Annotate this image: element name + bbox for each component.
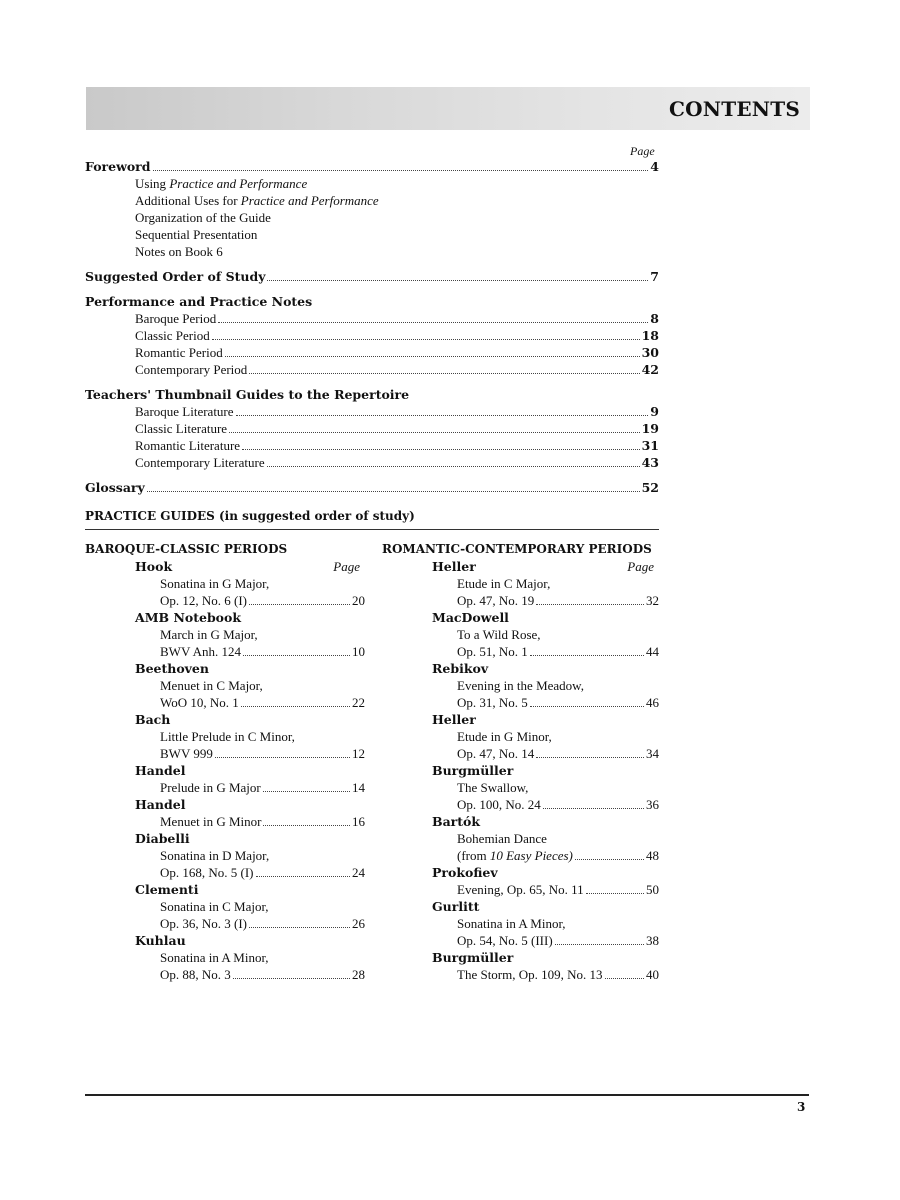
toc-heading — [85, 268, 659, 285]
piece-text — [457, 627, 541, 642]
toc-heading — [85, 158, 659, 175]
toc-entry — [85, 243, 659, 260]
dot-leader — [555, 944, 644, 945]
guide-page-number: 20 — [352, 593, 365, 608]
piece-line — [382, 932, 659, 949]
composer-text: Rebikov — [432, 661, 489, 676]
piece-line — [85, 813, 365, 830]
composer-text: Bach — [135, 712, 171, 727]
piece-part: To a Wild Rose, — [457, 627, 541, 642]
toc-entry-title — [135, 310, 216, 327]
toc-entry-title — [135, 175, 307, 192]
piece-part: BWV Anh. 124 — [160, 644, 242, 659]
toc-page-number: 31 — [641, 438, 659, 453]
toc-section — [85, 386, 659, 471]
piece-part: Sonatina in A Minor, — [160, 950, 269, 965]
composer-name — [382, 762, 654, 779]
composer-text: Handel — [135, 797, 186, 812]
piece-line — [85, 677, 365, 694]
piece-text — [457, 881, 584, 898]
composer-text: Bartók — [432, 814, 481, 829]
guide-entry — [382, 711, 662, 762]
piece-part: WoO 10, No. 1 — [160, 695, 239, 710]
piece-line — [85, 966, 365, 983]
title-part: Additional Uses for — [135, 193, 241, 208]
piece-part: Op. 88, No. 3 — [160, 967, 231, 982]
piece-line — [382, 694, 659, 711]
column-title: BAROQUE-CLASSIC PERIODS — [85, 542, 288, 556]
toc-entry — [85, 192, 659, 209]
toc-entry-title — [135, 209, 271, 226]
composer-text: Kuhlau — [135, 933, 186, 948]
guide-entry — [382, 949, 662, 983]
composer-name — [382, 864, 654, 881]
piece-text — [457, 916, 566, 931]
toc-entry — [85, 226, 659, 243]
toc-page-number: 18 — [641, 328, 659, 343]
piece-line — [382, 847, 659, 864]
toc-entry — [85, 403, 659, 420]
toc-entry-title — [135, 361, 247, 378]
guide-page-number: 50 — [646, 882, 659, 897]
dot-leader — [249, 373, 639, 374]
dot-leader — [233, 978, 350, 979]
piece-text — [160, 915, 247, 932]
guide-entry — [85, 711, 365, 762]
piece-text — [160, 592, 247, 609]
piece-part: Evening, Op. 65, No. 11 — [457, 882, 584, 897]
dot-leader — [263, 825, 350, 826]
composer-name — [85, 762, 360, 779]
piece-line — [382, 830, 659, 847]
title-part: Using — [135, 176, 170, 191]
piece-part: Op. 36, No. 3 (I) — [160, 916, 248, 931]
romantic-contemporary-column — [382, 540, 662, 983]
piece-part: Op. 47, No. 19 — [457, 593, 535, 608]
piece-text — [160, 848, 269, 863]
composer-name — [85, 932, 360, 949]
piece-part: Op. 54, No. 5 (III) — [457, 933, 553, 948]
title-part: Classic Period — [135, 328, 210, 343]
guide-entry — [382, 864, 662, 898]
dot-leader — [153, 170, 649, 171]
toc-heading — [85, 479, 659, 496]
dot-leader — [242, 449, 640, 450]
guide-page-number: 10 — [352, 644, 365, 659]
piece-line — [382, 626, 659, 643]
toc-entry — [85, 175, 659, 192]
piece-part: Sonatina in A Minor, — [457, 916, 566, 931]
piece-part: March in G Major, — [160, 627, 258, 642]
composer-name — [85, 609, 360, 626]
dot-leader — [218, 322, 648, 323]
toc-entry-title — [135, 327, 210, 344]
guide-page-number: 40 — [646, 967, 659, 982]
piece-line — [85, 915, 365, 932]
toc-entry — [85, 209, 659, 226]
dot-leader — [147, 491, 640, 492]
piece-part: Op. 100, No. 24 — [457, 797, 541, 812]
piece-line — [85, 626, 365, 643]
piece-part: Little Prelude in C Minor, — [160, 729, 295, 744]
guide-page-number: 24 — [352, 865, 365, 880]
piece-part: Op. 47, No. 14 — [457, 746, 535, 761]
piece-part: Op. 31, No. 5 — [457, 695, 528, 710]
composer-name — [382, 609, 654, 626]
toc-heading — [85, 386, 659, 403]
title-part: Organization of the Guide — [135, 210, 271, 225]
page-column-label: Page — [333, 559, 360, 574]
composer-text: Prokofiev — [432, 865, 498, 880]
guide-page-number: 32 — [646, 593, 659, 608]
piece-text — [457, 847, 573, 864]
toc-entry-title — [135, 344, 223, 361]
piece-text — [160, 694, 239, 711]
piece-line — [85, 864, 365, 881]
composer-name — [85, 881, 360, 898]
composer-name — [85, 830, 360, 847]
toc-heading-title: Suggested Order of Study — [85, 269, 266, 284]
toc-entry — [85, 420, 659, 437]
composer-name — [382, 813, 654, 830]
guide-page-number: 38 — [646, 933, 659, 948]
toc-page-number: 7 — [650, 269, 659, 284]
piece-line — [85, 898, 365, 915]
dot-leader — [229, 432, 640, 433]
toc-page-number: 43 — [641, 455, 659, 470]
piece-part: The Swallow, — [457, 780, 529, 795]
piece-text — [160, 899, 269, 914]
piece-text — [160, 950, 269, 965]
dot-leader — [243, 655, 350, 656]
title-part: Sequential Presentation — [135, 227, 258, 242]
guide-entry — [85, 830, 365, 881]
title-part: Contemporary Period — [135, 362, 248, 377]
guide-page-number: 48 — [646, 848, 659, 863]
dot-leader — [215, 757, 350, 758]
piece-text — [160, 864, 254, 881]
title-part: Practice and Performance — [169, 176, 308, 191]
title-part: Romantic Period — [135, 345, 223, 360]
composer-text: Diabelli — [135, 831, 190, 846]
piece-part: Op. 51, No. 1 — [457, 644, 528, 659]
piece-part: Op. 12, No. 6 (I) — [160, 593, 248, 608]
toc-heading-title: Foreword — [85, 159, 151, 174]
piece-line — [85, 592, 365, 609]
dot-leader — [536, 757, 644, 758]
piece-text — [457, 932, 553, 949]
dot-leader — [267, 466, 640, 467]
piece-part: Menuet in C Major, — [160, 678, 263, 693]
piece-line — [85, 575, 365, 592]
composer-text: Burgmüller — [432, 950, 514, 965]
piece-text — [160, 627, 258, 642]
piece-part: Etude in G Minor, — [457, 729, 552, 744]
toc-entry-title — [135, 437, 240, 454]
toc-entry — [85, 437, 659, 454]
piece-text — [457, 966, 603, 983]
piece-part: Sonatina in C Major, — [160, 899, 269, 914]
dot-leader — [212, 339, 640, 340]
page-number: 3 — [797, 1100, 806, 1114]
piece-line — [382, 728, 659, 745]
piece-line — [85, 779, 365, 796]
piece-part: Sonatina in G Major, — [160, 576, 270, 591]
piece-text — [457, 592, 534, 609]
toc-entry — [85, 327, 659, 344]
title-part: Romantic Literature — [135, 438, 241, 453]
piece-line — [85, 694, 365, 711]
piece-text — [160, 745, 213, 762]
piece-text — [457, 678, 584, 693]
toc-heading-title: Teachers' Thumbnail Guides to the Repertoire — [85, 387, 410, 402]
toc-entry-title — [135, 403, 234, 420]
piece-line — [382, 966, 659, 983]
column-title: ROMANTIC-CONTEMPORARY PERIODS — [382, 542, 652, 556]
dot-leader — [605, 978, 644, 979]
piece-text — [457, 643, 528, 660]
guide-entry — [382, 813, 662, 864]
guide-entry — [85, 762, 365, 796]
toc-page-number: 4 — [650, 159, 659, 174]
toc-heading-title: Performance and Practice Notes — [85, 294, 313, 309]
composer-text: Clementi — [135, 882, 199, 897]
piece-line — [382, 915, 659, 932]
composer-name — [85, 796, 360, 813]
piece-line — [85, 643, 365, 660]
guide-entry — [382, 762, 662, 813]
piece-text — [160, 966, 231, 983]
composer-text: MacDowell — [432, 610, 509, 625]
toc-heading-title: Glossary — [85, 480, 145, 495]
toc-page-number: 19 — [641, 421, 659, 436]
composer-text: Beethoven — [135, 661, 209, 676]
composer-name — [85, 558, 360, 575]
page-title: CONTENTS — [669, 97, 800, 121]
piece-part: Prelude in G Major — [160, 780, 261, 795]
toc-entry-title — [135, 243, 223, 260]
composer-text: Heller — [432, 712, 476, 727]
composer-text: Heller — [432, 559, 476, 574]
guide-entry — [85, 932, 365, 983]
piece-text — [160, 729, 295, 744]
composer-name — [382, 660, 654, 677]
piece-part: Op. 168, No. 5 (I) — [160, 865, 254, 880]
piece-part: Sonatina in D Major, — [160, 848, 270, 863]
dot-leader — [575, 859, 644, 860]
toc-entry — [85, 344, 659, 361]
table-of-contents — [85, 158, 659, 496]
piece-text — [457, 576, 550, 591]
piece-text — [457, 780, 528, 795]
dot-leader — [530, 706, 644, 707]
practice-guides-title: PRACTICE GUIDES (in suggested order of study) — [85, 509, 415, 523]
piece-line — [382, 592, 659, 609]
piece-line — [382, 643, 659, 660]
dot-leader — [241, 706, 350, 707]
piece-line — [382, 677, 659, 694]
toc-page-number: 8 — [650, 311, 659, 326]
piece-line — [382, 881, 659, 898]
dot-leader — [536, 604, 644, 605]
toc-page-number: 9 — [650, 404, 659, 419]
title-part: Notes on Book 6 — [135, 244, 223, 259]
composer-name — [85, 711, 360, 728]
toc-heading — [85, 293, 659, 310]
toc-page-number: 42 — [641, 362, 659, 377]
composer-text: Handel — [135, 763, 186, 778]
guide-entry — [85, 881, 365, 932]
composer-name — [382, 949, 654, 966]
toc-section — [85, 158, 659, 260]
toc-entry — [85, 454, 659, 471]
toc-page-number: 30 — [641, 345, 659, 360]
piece-text — [457, 745, 534, 762]
guide-page-number: 34 — [646, 746, 659, 761]
guide-page-number: 16 — [352, 814, 365, 829]
guide-page-number: 44 — [646, 644, 659, 659]
guide-entry — [382, 660, 662, 711]
guide-entry — [382, 609, 662, 660]
piece-line — [382, 575, 659, 592]
guide-page-number: 14 — [352, 780, 365, 795]
header-band — [86, 87, 810, 130]
guide-entry — [85, 796, 365, 830]
guide-entry — [382, 898, 662, 949]
guide-entry — [85, 660, 365, 711]
guide-page-number: 36 — [646, 797, 659, 812]
piece-line — [85, 728, 365, 745]
piece-text — [457, 694, 528, 711]
piece-text — [160, 678, 263, 693]
toc-entry-title — [135, 192, 379, 209]
composer-text: Burgmüller — [432, 763, 514, 778]
piece-part: BWV 999 — [160, 746, 213, 761]
title-part: Classic Literature — [135, 421, 228, 436]
piece-part: Evening in the Meadow, — [457, 678, 584, 693]
toc-section — [85, 479, 659, 496]
toc-page-number: 52 — [641, 480, 659, 495]
piece-line — [85, 847, 365, 864]
dot-leader — [543, 808, 644, 809]
piece-part: (from — [457, 848, 490, 863]
piece-part: Menuet in G Minor — [160, 814, 262, 829]
composer-text: Gurlitt — [432, 899, 480, 914]
piece-text — [160, 576, 269, 591]
piece-line — [382, 796, 659, 813]
composer-name — [382, 711, 654, 728]
page-column-label: Page — [627, 559, 654, 574]
toc-entry-title — [135, 226, 257, 243]
composer-name — [85, 660, 360, 677]
dot-leader — [236, 415, 649, 416]
toc-entry — [85, 361, 659, 378]
piece-part: Etude in C Major, — [457, 576, 551, 591]
title-part: Baroque Literature — [135, 404, 234, 419]
dot-leader — [249, 604, 350, 605]
guide-entry — [85, 558, 365, 609]
composer-text: Hook — [135, 559, 173, 574]
guide-entry — [382, 558, 662, 609]
footer-rule — [85, 1094, 809, 1096]
piece-text — [457, 729, 552, 744]
title-part: Contemporary Literature — [135, 455, 265, 470]
toc-entry-title — [135, 420, 227, 437]
dot-leader — [530, 655, 644, 656]
title-part: Baroque Period — [135, 311, 217, 326]
piece-part: The Storm, Op. 109, No. 13 — [457, 967, 603, 982]
piece-line — [85, 745, 365, 762]
page-column-label: Page — [630, 144, 655, 158]
toc-entry-title — [135, 454, 265, 471]
composer-name — [382, 558, 654, 575]
piece-text — [160, 813, 261, 830]
piece-line — [85, 949, 365, 966]
piece-part: Bohemian Dance — [457, 831, 547, 846]
section-divider — [85, 529, 659, 530]
dot-leader — [256, 876, 350, 877]
piece-text — [160, 643, 241, 660]
guide-page-number: 28 — [352, 967, 365, 982]
piece-line — [382, 745, 659, 762]
dot-leader — [225, 356, 640, 357]
guide-page-number: 26 — [352, 916, 365, 931]
baroque-classic-column — [85, 540, 365, 983]
toc-section — [85, 293, 659, 378]
dot-leader — [267, 280, 648, 281]
dot-leader — [586, 893, 644, 894]
guide-entry — [85, 609, 365, 660]
guide-page-number: 22 — [352, 695, 365, 710]
composer-text: AMB Notebook — [135, 610, 242, 625]
toc-section — [85, 268, 659, 285]
composer-name — [382, 898, 654, 915]
guide-page-number: 12 — [352, 746, 365, 761]
piece-text — [457, 796, 541, 813]
piece-part: 10 Easy Pieces) — [489, 848, 573, 863]
piece-text — [457, 831, 547, 846]
dot-leader — [263, 791, 350, 792]
dot-leader — [249, 927, 350, 928]
piece-line — [382, 779, 659, 796]
piece-text — [160, 779, 261, 796]
toc-entry — [85, 310, 659, 327]
title-part: Practice and Performance — [240, 193, 379, 208]
guide-page-number: 46 — [646, 695, 659, 710]
